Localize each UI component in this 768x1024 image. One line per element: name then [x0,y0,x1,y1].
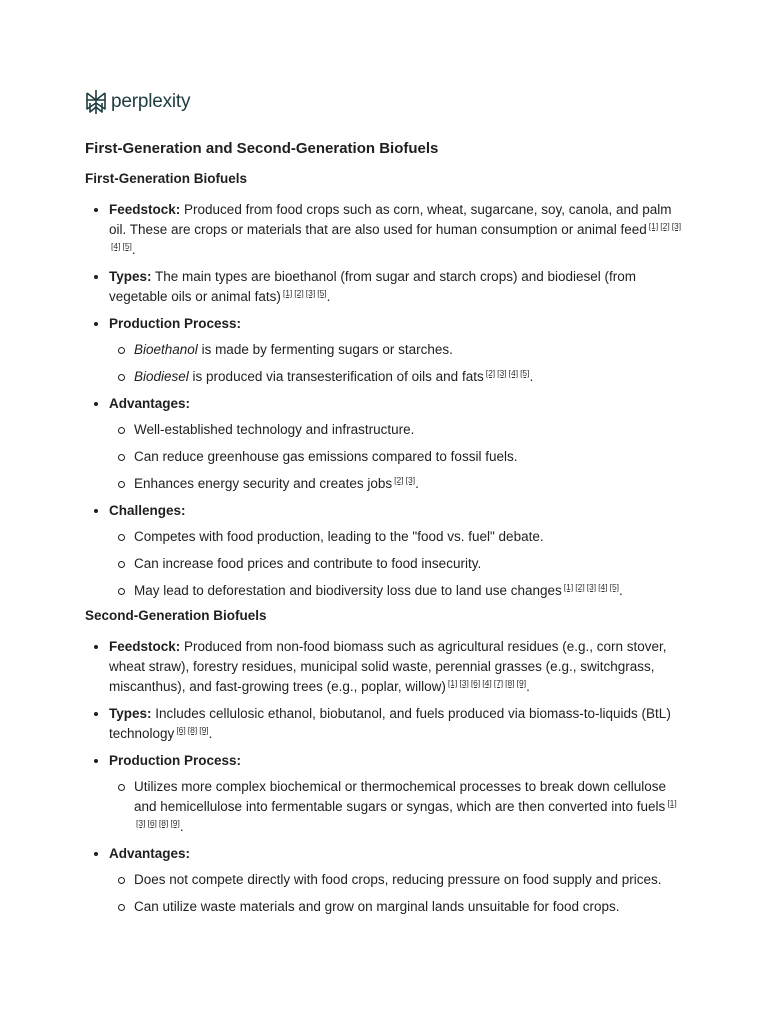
item-label: Feedstock: [109,202,181,217]
sub-list-item [109,870,685,890]
bullet-list [85,637,685,917]
sub-list-item [109,340,685,360]
list-item [85,844,685,917]
item-label: Feedstock: [109,639,181,654]
item-label: Production Process: [109,753,242,768]
citation-link[interactable]: [3] [459,678,469,688]
citation-link[interactable]: [2] [294,288,304,298]
item-label: Advantages: [109,846,191,861]
citation-link[interactable]: [1] [282,288,293,298]
citation-link[interactable]: [3] [586,582,597,592]
citation-link[interactable]: [2] [394,475,404,485]
sub-list-item [109,897,685,917]
citation-link[interactable]: [8] [505,678,515,688]
sub-list [109,340,685,387]
emphasis-term: Bioethanol [134,342,198,357]
citation-link[interactable]: [1] [447,678,458,688]
list-item: Feedstock: Produced from non-food biomass such as agricultural residues (e.g., corn stover, wheat straw), forestry residues, municipal solid waste, perennial grasses (e.g., switchgrass, miscanthus), and fast-growing trees (e.g., poplar, willow) [1] [3] [6] [4] [7] [8] [9]. [85,637,685,697]
sub-item-text: is made by fermenting sugars or starches. [197,342,453,357]
sub-item-text: Can utilize waste materials and grow on marginal lands unsuitable for food crops. [134,899,620,914]
citation-link[interactable]: [9] [516,678,527,688]
sub-item-text: is produced via transesterification of oils and fats [188,369,484,384]
list-item [85,394,685,494]
citation-link[interactable]: [8] [187,725,198,735]
sub-list-item [109,447,685,467]
citation-link[interactable]: [5] [317,288,327,298]
citation-link[interactable]: [9] [170,818,180,828]
citation-link[interactable]: [7] [493,678,504,688]
list-item: Types: Includes cellulosic ethanol, biobutanol, and fuels produced via biomass-to-liquids (BtL) technology [6] [8] [9]. [85,704,685,744]
citation-link[interactable]: [3] [671,221,682,231]
citation-link[interactable]: [2] [485,368,496,378]
citation-link[interactable]: [9] [199,725,209,735]
bullet-list [85,200,685,601]
citation-link[interactable]: [4] [598,582,608,592]
sub-list-item [109,554,685,574]
citation-link[interactable]: [6] [147,818,157,828]
brand-name: perplexity [111,91,191,112]
citation-link[interactable]: [6] [176,725,186,735]
item-label: Types: [109,706,152,721]
brand-logo[interactable] [85,89,190,115]
item-text: Produced from non-food biomass such as agricultural residues (e.g., corn stover, wheat straw), forestry residues, municipal solid waste, perennial grasses (e.g., switchgrass, miscanthus), and fast-growing trees (e.g., poplar, willow) [109,639,667,694]
sub-list-item: May lead to deforestation and biodiversity loss due to land use changes [1] [2] [3] [4] [5]. [109,581,685,601]
citation-link[interactable]: [3] [305,288,316,298]
list-item [85,314,685,387]
citation-link[interactable]: [1] [648,221,659,231]
item-text: Produced from food crops such as corn, wheat, sugarcane, soy, canola, and palm oil. These are crops or materials that are also used for human consumption or animal feed [109,202,672,237]
citation-link[interactable]: [3] [497,368,507,378]
citation-link[interactable]: [8] [158,818,169,828]
sub-item-text: May lead to deforestation and biodiversity loss due to land use changes [134,583,562,598]
sub-item-text: Well-established technology and infrastructure. [134,422,415,437]
sub-list [109,527,685,601]
sub-list-item: Biodiesel is produced via transesterification of oils and fats [2] [3] [4] [5]. [109,367,685,387]
citation-link[interactable]: [6] [470,678,481,688]
citation-link[interactable]: [4] [111,241,121,251]
list-item: Types: The main types are bioethanol (from sugar and starch crops) and biodiesel (from vegetable oils or animal fats) [1] [2] [3] [5]. [85,267,685,307]
emphasis-term: Biodiesel [134,369,189,384]
sub-list-item [109,420,685,440]
sub-list [109,420,685,494]
citation-link[interactable]: [5] [122,241,132,251]
sub-item-text: Can reduce greenhouse gas emissions compared to fossil fuels. [134,449,518,464]
citation-link[interactable]: [1] [563,582,574,592]
citation-link[interactable]: [5] [609,582,620,592]
list-item [85,501,685,601]
citation-link[interactable]: [3] [136,818,146,828]
item-label: Challenges: [109,503,186,518]
sub-list-item: Enhances energy security and creates jobs [2] [3]. [109,474,685,494]
document-body [85,140,685,924]
citation-link[interactable]: [4] [482,678,492,688]
item-label: Types: [109,269,152,284]
sub-list-item: Utilizes more complex biochemical or thermochemical processes to break down cellulose and hemicellulose into fermentable sugars or syngas, which are then converted into fuels [1][3] [6] [8] [9]. [109,777,685,837]
sub-item-text: Competes with food production, leading to the "food vs. fuel" debate. [134,529,544,544]
perplexity-logo-icon [85,89,107,115]
item-text: The main types are bioethanol (from sugar and starch crops) and biodiesel (from vegetable oils or animal fats) [109,269,637,304]
citation-link[interactable]: [3] [405,475,416,485]
item-label: Production Process: [109,316,242,331]
sub-item-text: Enhances energy security and creates jobs [134,476,393,491]
item-text: Includes cellulosic ethanol, biobutanol, and fuels produced via biomass-to-liquids (BtL) technology [109,706,671,741]
page-title: First-Generation and Second-Generation Biofuels [85,140,439,157]
sections-container [85,171,685,917]
sub-list-item [109,527,685,547]
sub-item-text: Does not compete directly with food crops, reducing pressure on food supply and prices. [134,872,662,887]
section-heading: First-Generation Biofuels [85,171,248,186]
citation-link[interactable]: [4] [508,368,519,378]
list-item [85,751,685,837]
citation-link[interactable]: [2] [660,221,670,231]
sub-item-text: Can increase food prices and contribute to food insecurity. [134,556,482,571]
sub-list [109,870,685,917]
citation-link[interactable]: [1] [667,798,677,808]
sub-item-text: Utilizes more complex biochemical or thermochemical processes to break down cellulose and hemicellulose into fermentable sugars or syngas, which are then converted into fuels [134,779,666,814]
section-heading: Second-Generation Biofuels [85,608,267,623]
item-label: Advantages: [109,396,191,411]
citation-link[interactable]: [2] [575,582,585,592]
citation-link[interactable]: [5] [520,368,530,378]
list-item: Feedstock: Produced from food crops such as corn, wheat, sugarcane, soy, canola, and palm oil. These are crops or materials that are also used for human consumption or animal feed [1] [2] [3][4] [5]. [85,200,685,260]
sub-list [109,777,685,837]
